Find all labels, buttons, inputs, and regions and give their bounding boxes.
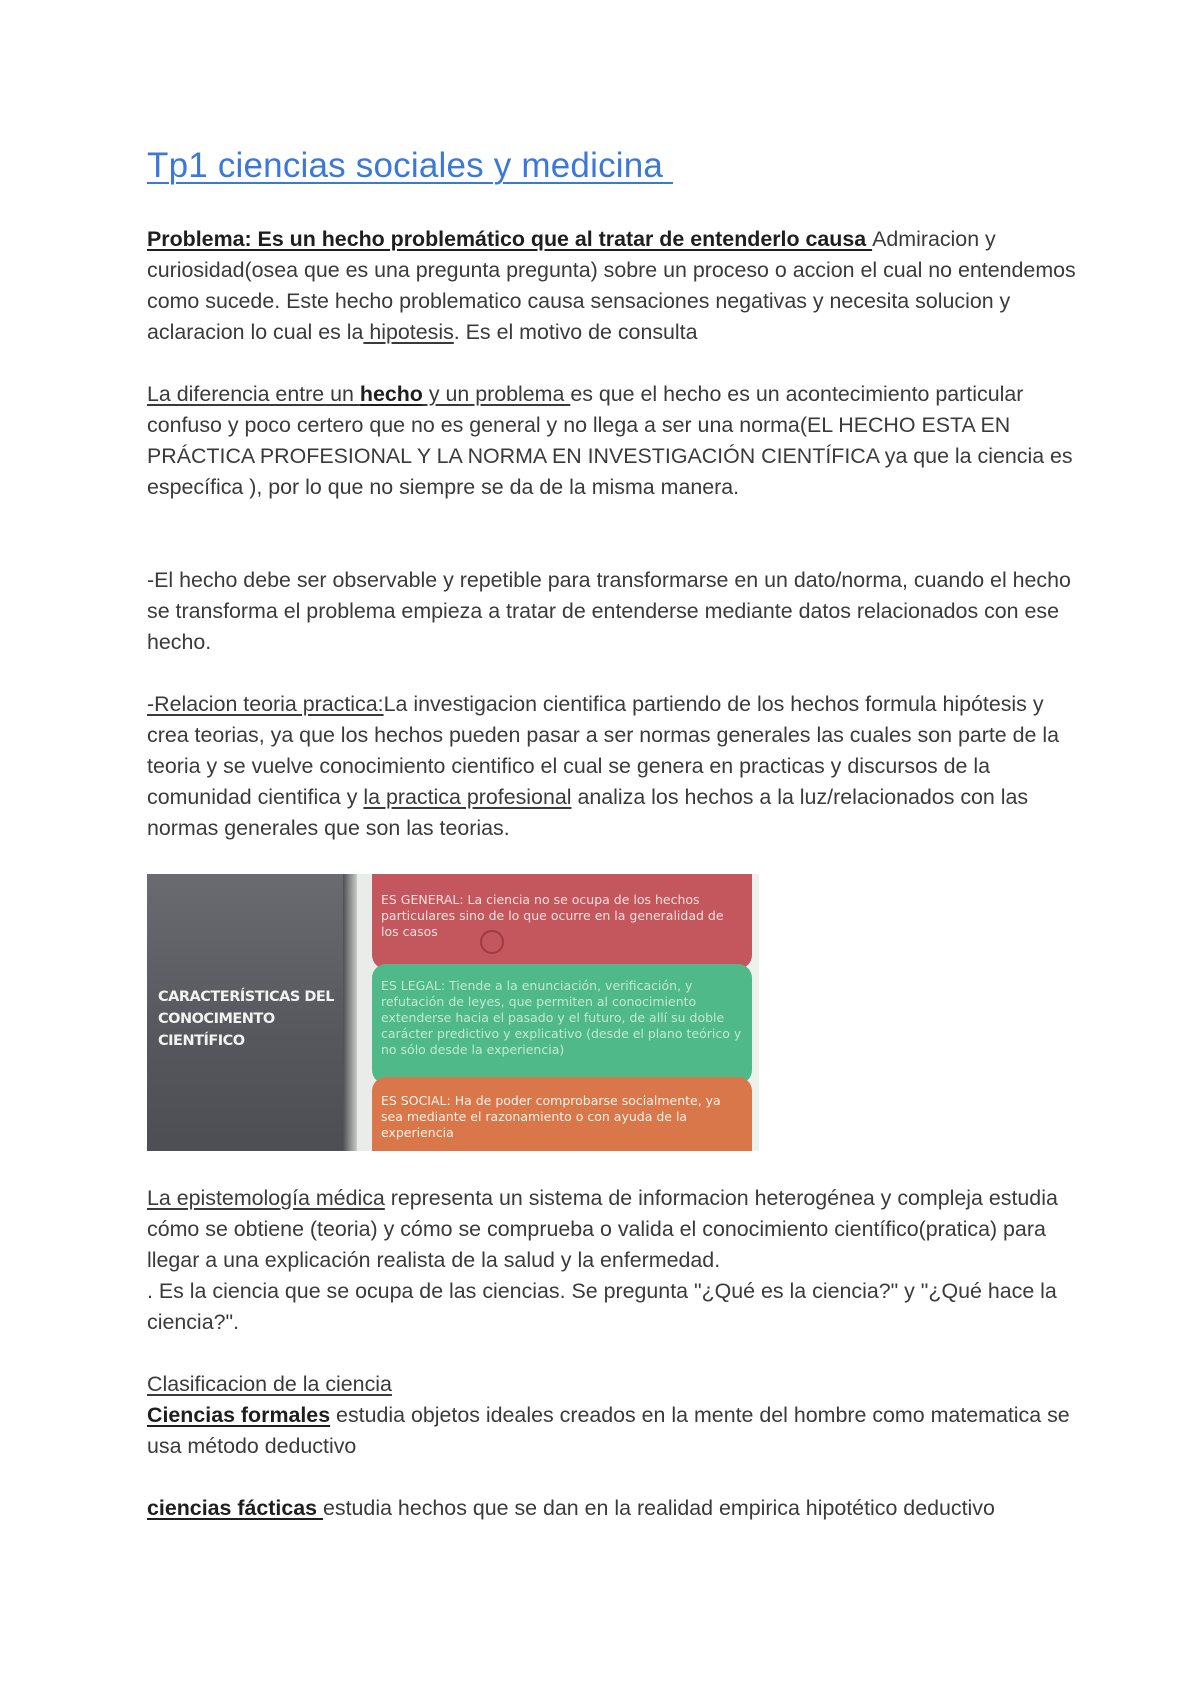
clasificacion-heading: Clasificacion de la ciencia	[147, 1372, 392, 1396]
paragraph-problema	[147, 224, 1077, 348]
hecho-observable-text: -El hecho debe ser observable y repetible para transformarse en un dato/norma, cuando el hecho se transforma el problema empieza a tratar de entenderse mediante datos relacionados con ese hecho.	[147, 568, 1071, 654]
paragraph-relacion-teoria	[147, 689, 1077, 844]
epistemologia-heading: La epistemología médica	[147, 1186, 385, 1210]
epistemologia-text-2: . Es la ciencia que se ocupa de las ciencias. Se pregunta "¿Qué es la ciencia?" y "¿Qué hace la ciencia?".	[147, 1279, 1057, 1334]
paragraph-epistemologia	[147, 1183, 1077, 1338]
slide-photo	[147, 874, 759, 1151]
document-title: Tp1 ciencias sociales y medicina	[147, 146, 673, 185]
ciencias-formales-bold: Ciencias formales	[147, 1403, 331, 1427]
ciencias-facticas-text: estudia hechos que se dan en la realidad empirica hipotético deductivo	[323, 1496, 995, 1520]
slide-left-title: CARACTERÍSTICAS DEL CONOCIMENTO CIENTÍFICO	[158, 989, 335, 1049]
problema-lead: Problema: Es un hecho problemático que al tratar de entenderlo causa	[147, 227, 873, 251]
diferencia-underlined-1: La diferencia entre un	[147, 382, 360, 406]
problema-text: Admiracion y curiosidad(osea que es una pregunta pregunta) sobre un proceso o accion el cual no entendemos como sucede. Este hecho problematico causa sensaciones negativas y necesita solucion y aclaracion lo cual es la	[147, 227, 1076, 344]
paragraph-clasificacion	[147, 1369, 1077, 1462]
ciencias-formales-text: estudia objetos ideales creados en la mente del hombre como matematica se usa método deductivo	[147, 1403, 1070, 1458]
slide-circle-mark	[480, 930, 504, 954]
slide-box-legal: ES LEGAL: Tiende a la enunciación, verificación, y refutación de leyes, que permiten al conocimiento extenderse hacia el pasado y el futuro, de allí su doble carácter predictivo y explicativo (desde el plano teórico y no sólo desde la experiencia)	[372, 964, 752, 1084]
ciencias-facticas-bold: ciencias fácticas	[147, 1496, 323, 1520]
relacion-teoria-text: La investigacion cientifica partiendo de los hechos formula hipótesis y crea teorias, ya que los hechos pueden pasar a ser normas generales las cuales son parte de la teoria y se vuelve conocimiento cientifico el cual se genera en practicas y discursos de la comunidad cientifica y	[147, 692, 1060, 809]
hecho-bold: hecho	[359, 382, 423, 406]
relacion-teoria-text-end: analiza los hechos a la luz/relacionados con las normas generales que son las teorias.	[147, 785, 1029, 840]
problema-text-end: . Es el motivo de consulta	[453, 320, 698, 344]
diferencia-text: es que el hecho es un acontecimiento particular confuso y poco certero que no es general y no llega a ser una norma(EL HECHO ESTA EN PRÁCTICA PROFESIONAL Y LA NORMA EN INVESTIGACIÓN CIENTÍFICA ya que la ciencia es específica ), por lo que no siempre se da de la misma manera.	[147, 382, 1073, 499]
hipotesis-link[interactable]: hipotesis	[363, 320, 454, 344]
epistemologia-text: representa un sistema de informacion heterogénea y compleja estudia cómo se obtiene (teoria) y cómo se comprueba o valida el conocimiento científico(pratica) para llegar a una explicación realista de la salud y la enfermedad.	[147, 1186, 1058, 1272]
diferencia-underlined-2: y un problema	[422, 382, 571, 406]
paragraph-ciencias-facticas	[147, 1493, 1077, 1524]
slide-box-social: ES SOCIAL: Ha de poder comprobarse socialmente, ya sea mediante el razonamiento o con ayuda de la experiencia	[372, 1077, 752, 1151]
slide-divider	[343, 874, 357, 1151]
practica-profesional-underlined: la practica profesional	[363, 785, 572, 809]
paragraph-hecho-observable	[147, 565, 1077, 658]
relacion-teoria-heading: -Relacion teoria practica:	[147, 692, 384, 716]
slide-box-general: ES GENERAL: La ciencia no se ocupa de los hechos particulares sino de lo que ocurre en la generalidad de los casos	[372, 874, 752, 969]
paragraph-diferencia	[147, 379, 1077, 503]
